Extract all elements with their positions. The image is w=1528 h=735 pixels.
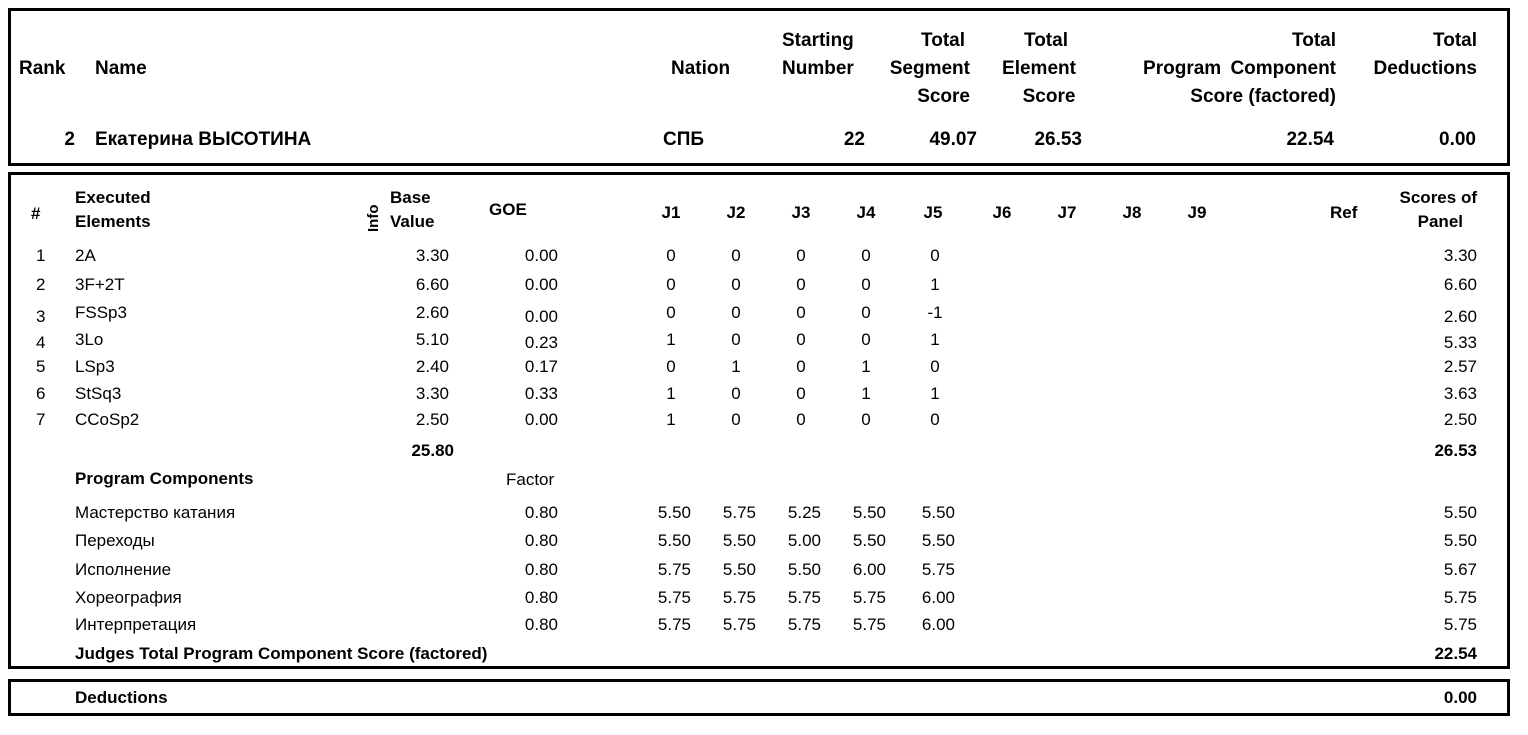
name-header: Name [95, 58, 147, 79]
tes-header-line2: Element [1002, 58, 1076, 79]
element-goe: 0.00 [524, 275, 558, 294]
element-base: 6.60 [415, 275, 449, 294]
element-name: StSq3 [75, 384, 122, 403]
element-j5: 1 [930, 275, 940, 294]
element-num: 1 [36, 246, 46, 265]
element-name: 3F+2T [75, 275, 125, 294]
executed-header-line1: Executed [75, 188, 151, 207]
component-j3: 5.75 [787, 588, 821, 607]
element-num: 4 [36, 333, 46, 352]
deductions-label: Deductions [75, 688, 168, 707]
skater-starting-number: 22 [843, 129, 865, 150]
ref-header: Ref [1330, 203, 1358, 222]
goe-header: GOE [489, 200, 527, 219]
component-factor: 0.80 [524, 560, 558, 579]
element-name: FSSp3 [75, 303, 127, 322]
scores-header-line2: Panel [1417, 212, 1463, 231]
component-j5: 5.50 [921, 503, 955, 522]
starting-number-header-line1: Starting [782, 30, 854, 51]
element-j4: 0 [861, 330, 871, 349]
base-value-header-line2: Value [390, 212, 435, 231]
component-j4: 5.75 [852, 588, 886, 607]
skater-tss: 49.07 [929, 129, 977, 150]
element-name: CCoSp2 [75, 410, 140, 429]
element-num: 2 [36, 275, 46, 294]
element-score: 6.60 [1443, 275, 1477, 294]
component-j5: 5.75 [921, 560, 955, 579]
element-goe: 0.23 [524, 333, 558, 352]
component-j5: 6.00 [921, 615, 955, 634]
skater-pcs: 22.54 [1286, 129, 1334, 150]
element-j5: 0 [930, 357, 940, 376]
component-j2: 5.75 [722, 503, 756, 522]
component-factor: 0.80 [524, 588, 558, 607]
element-j4: 1 [861, 384, 871, 403]
element-j4: 0 [861, 246, 871, 265]
deductions-value: 0.00 [1443, 688, 1477, 707]
element-base: 5.10 [415, 330, 449, 349]
judge-header-j2: J2 [726, 203, 746, 222]
element-j5: 0 [930, 246, 940, 265]
element-score: 2.50 [1443, 410, 1477, 429]
deductions-box [8, 679, 1510, 716]
element-goe: 0.17 [524, 357, 558, 376]
info-header: Info [365, 204, 382, 232]
pcs-header-line1: Total [1292, 30, 1336, 51]
component-j4: 6.00 [852, 560, 886, 579]
element-j3: 0 [796, 410, 806, 429]
element-j5: 1 [930, 384, 940, 403]
elements-score-total: 26.53 [1434, 441, 1477, 460]
tss-header-line2: Segment [889, 58, 970, 79]
component-j1: 5.50 [657, 531, 691, 550]
element-j2: 1 [731, 357, 741, 376]
component-factor: 0.80 [524, 615, 558, 634]
component-j1: 5.75 [657, 560, 691, 579]
component-j3: 5.00 [787, 531, 821, 550]
component-j5: 5.50 [921, 531, 955, 550]
element-score: 3.63 [1443, 384, 1477, 403]
tss-header-line1: Total [921, 30, 965, 51]
component-j3: 5.50 [787, 560, 821, 579]
element-goe: 0.00 [524, 410, 558, 429]
element-j2: 0 [731, 303, 741, 322]
element-j4: 1 [861, 357, 871, 376]
component-j3: 5.75 [787, 615, 821, 634]
score-details-box [8, 172, 1510, 669]
judge-header-j5: J5 [923, 203, 943, 222]
skater-deductions: 0.00 [1439, 129, 1476, 150]
element-j1: 1 [666, 410, 676, 429]
element-num: 3 [36, 307, 46, 326]
skater-name: Екатерина ВЫСОТИНА [95, 129, 312, 150]
element-score: 3.30 [1443, 246, 1477, 265]
element-j4: 0 [861, 410, 871, 429]
element-j3: 0 [796, 357, 806, 376]
component-name: Хореография [75, 588, 182, 607]
component-score: 5.50 [1443, 503, 1477, 522]
components-total-label: Judges Total Program Component Score (factored) [75, 644, 488, 663]
skater-tes: 26.53 [1034, 129, 1082, 150]
ded-header-line1: Total [1433, 30, 1477, 51]
element-num: 6 [36, 384, 46, 403]
component-factor: 0.80 [524, 503, 558, 522]
nation-header: Nation [671, 58, 731, 79]
element-j1: 1 [666, 384, 676, 403]
skater-nation: СПБ [663, 129, 705, 150]
element-j1: 0 [666, 357, 676, 376]
element-j3: 0 [796, 384, 806, 403]
element-score: 2.57 [1443, 357, 1477, 376]
element-j3: 0 [796, 303, 806, 322]
element-j2: 0 [731, 410, 741, 429]
component-j4: 5.75 [852, 615, 886, 634]
element-num: 7 [36, 410, 46, 429]
component-j1: 5.75 [657, 615, 691, 634]
component-j5: 6.00 [921, 588, 955, 607]
element-j2: 0 [731, 384, 741, 403]
element-j4: 0 [861, 303, 871, 322]
component-j3: 5.25 [787, 503, 821, 522]
components-header: Program Components [75, 469, 254, 488]
judge-header-j4: J4 [856, 203, 876, 222]
element-j5: -1 [927, 303, 943, 322]
judge-header-j9: J9 [1187, 203, 1207, 222]
element-j3: 0 [796, 330, 806, 349]
element-num: 5 [36, 357, 46, 376]
factor-header: Factor [506, 470, 555, 489]
component-factor: 0.80 [524, 531, 558, 550]
scores-header-line1: Scores of [1399, 188, 1477, 207]
component-j4: 5.50 [852, 531, 886, 550]
component-j4: 5.50 [852, 503, 886, 522]
judge-header-j7: J7 [1057, 203, 1077, 222]
element-j1: 0 [666, 246, 676, 265]
component-score: 5.75 [1443, 588, 1477, 607]
component-j1: 5.75 [657, 588, 691, 607]
element-j1: 1 [666, 330, 676, 349]
elements-base-total: 25.80 [411, 441, 454, 460]
element-name: 2A [75, 246, 96, 265]
component-j2: 5.50 [722, 560, 756, 579]
element-j5: 1 [930, 330, 940, 349]
element-base: 2.40 [415, 357, 449, 376]
pcs-header-line2: Program Component [1143, 58, 1336, 79]
element-base: 2.50 [415, 410, 449, 429]
element-j2: 0 [731, 246, 741, 265]
component-j2: 5.50 [722, 531, 756, 550]
element-goe: 0.33 [524, 384, 558, 403]
element-j5: 0 [930, 410, 940, 429]
pcs-header-line3: Score (factored) [1190, 86, 1336, 107]
element-name: LSp3 [75, 357, 115, 376]
executed-header-line2: Elements [75, 212, 151, 231]
base-value-header-line1: Base [390, 188, 431, 207]
ded-header-line2: Deductions [1373, 58, 1477, 79]
components-total-score: 22.54 [1434, 644, 1477, 663]
element-score: 5.33 [1443, 333, 1477, 352]
element-j1: 0 [666, 275, 676, 294]
element-j4: 0 [861, 275, 871, 294]
element-score: 2.60 [1443, 307, 1477, 326]
element-goe: 0.00 [524, 307, 558, 326]
num-header: # [31, 204, 41, 223]
element-j1: 0 [666, 303, 676, 322]
component-name: Интерпретация [75, 615, 197, 634]
element-j3: 0 [796, 275, 806, 294]
component-j1: 5.50 [657, 503, 691, 522]
component-j2: 5.75 [722, 588, 756, 607]
tes-header-line3: Score [1022, 86, 1076, 107]
component-name: Исполнение [75, 560, 172, 579]
component-name: Переходы [75, 531, 155, 550]
judge-header-j6: J6 [992, 203, 1012, 222]
element-base: 3.30 [415, 384, 449, 403]
component-score: 5.67 [1443, 560, 1477, 579]
element-base: 2.60 [415, 303, 449, 322]
component-score: 5.50 [1443, 531, 1477, 550]
element-name: 3Lo [75, 330, 104, 349]
judge-header-j1: J1 [661, 203, 681, 222]
component-name: Мастерство катания [75, 503, 236, 522]
element-base: 3.30 [415, 246, 449, 265]
element-j2: 0 [731, 330, 741, 349]
judge-header-j8: J8 [1122, 203, 1142, 222]
tss-header-line3: Score [917, 86, 970, 107]
tes-header-line1: Total [1024, 30, 1068, 51]
judge-header-j3: J3 [791, 203, 811, 222]
starting-number-header-line2: Number [782, 58, 854, 79]
rank-header: Rank [19, 58, 66, 79]
component-j2: 5.75 [722, 615, 756, 634]
skater-rank: 2 [64, 129, 75, 150]
element-j3: 0 [796, 246, 806, 265]
element-goe: 0.00 [524, 246, 558, 265]
component-score: 5.75 [1443, 615, 1477, 634]
element-j2: 0 [731, 275, 741, 294]
